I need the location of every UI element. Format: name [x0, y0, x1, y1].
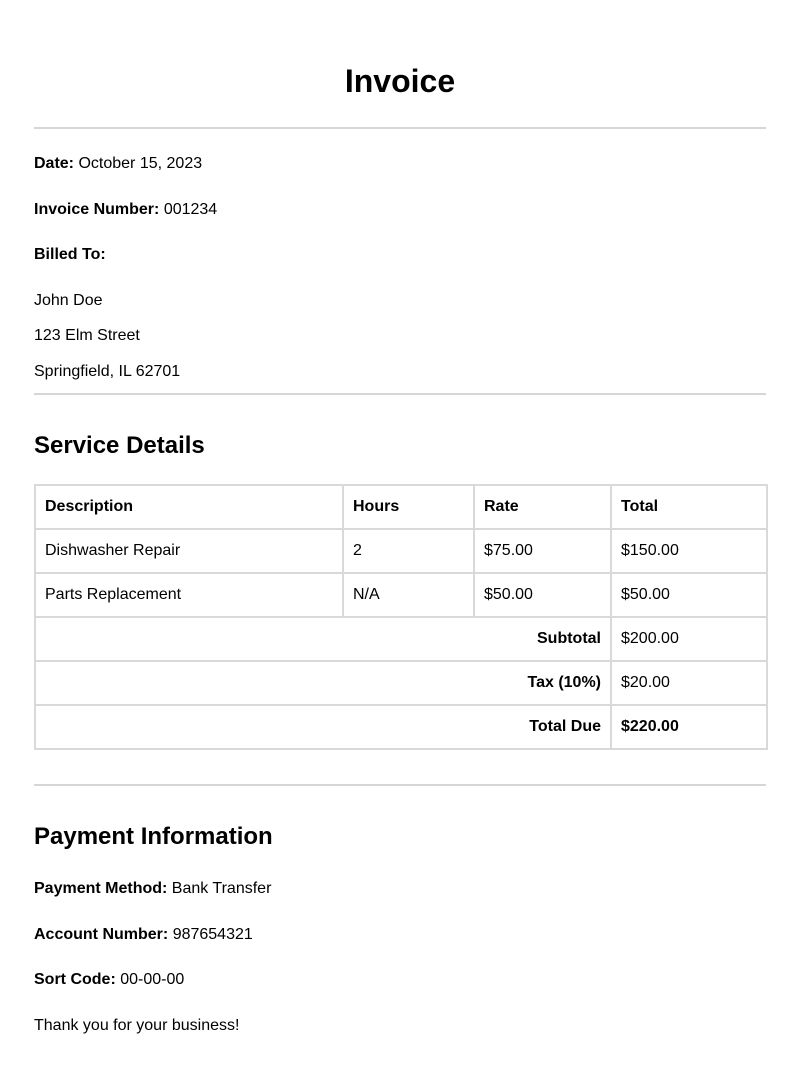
column-header-hours: Hours: [343, 485, 474, 529]
table-row: [35, 573, 767, 617]
sort-code-label: Sort Code:: [34, 971, 116, 988]
payment-method-label: Payment Method:: [34, 880, 168, 897]
sort-code-line: [34, 970, 184, 990]
cell-total: $50.00: [611, 573, 767, 617]
divider: [34, 784, 766, 786]
divider: [34, 127, 766, 129]
payment-information-heading: Payment Information: [34, 823, 273, 850]
cell-hours: N/A: [343, 573, 474, 617]
invoice-title: Invoice: [344, 63, 456, 99]
billed-to-line: [34, 245, 106, 265]
cell-rate: $50.00: [474, 573, 611, 617]
account-number-line: [34, 925, 253, 945]
tax-label: Tax (10%): [35, 661, 611, 705]
billed-city: Springfield, IL 62701: [34, 363, 181, 380]
payment-method-line: [34, 879, 271, 899]
invoice-number-label: Invoice Number:: [34, 201, 160, 218]
column-header-rate: Rate: [474, 485, 611, 529]
tax-value: $20.00: [611, 661, 767, 705]
total-due-label: Total Due: [35, 705, 611, 749]
total-due-row: [35, 705, 767, 749]
divider: [34, 393, 766, 395]
subtotal-value: $200.00: [611, 617, 767, 661]
total-due-value: $220.00: [611, 705, 767, 749]
thank-you-note: Thank you for your business!: [34, 1017, 240, 1034]
billed-name: John Doe: [34, 292, 103, 309]
date-value: October 15, 2023: [78, 155, 203, 172]
cell-description: Dishwasher Repair: [35, 529, 343, 573]
service-table: [34, 484, 768, 750]
service-details-heading: Service Details: [34, 432, 205, 459]
invoice-number-value: 001234: [163, 201, 218, 218]
cell-hours: 2: [343, 529, 474, 573]
billed-street: 123 Elm Street: [34, 327, 140, 344]
date-label: Date:: [34, 155, 75, 172]
cell-total: $150.00: [611, 529, 767, 573]
billed-to-label: Billed To:: [34, 246, 106, 263]
column-header-total: Total: [611, 485, 767, 529]
tax-row: [35, 661, 767, 705]
account-number-value: 987654321: [172, 926, 253, 943]
subtotal-row: [35, 617, 767, 661]
cell-description: Parts Replacement: [35, 573, 343, 617]
cell-rate: $75.00: [474, 529, 611, 573]
account-number-label: Account Number:: [34, 926, 169, 943]
subtotal-label: Subtotal: [35, 617, 611, 661]
table-header-row: [35, 485, 767, 529]
table-row: [35, 529, 767, 573]
invoice-number-line: [34, 200, 217, 220]
sort-code-value: 00-00-00: [120, 971, 185, 988]
payment-method-value: Bank Transfer: [171, 880, 272, 897]
date-line: [34, 154, 202, 174]
column-header-description: Description: [35, 485, 343, 529]
